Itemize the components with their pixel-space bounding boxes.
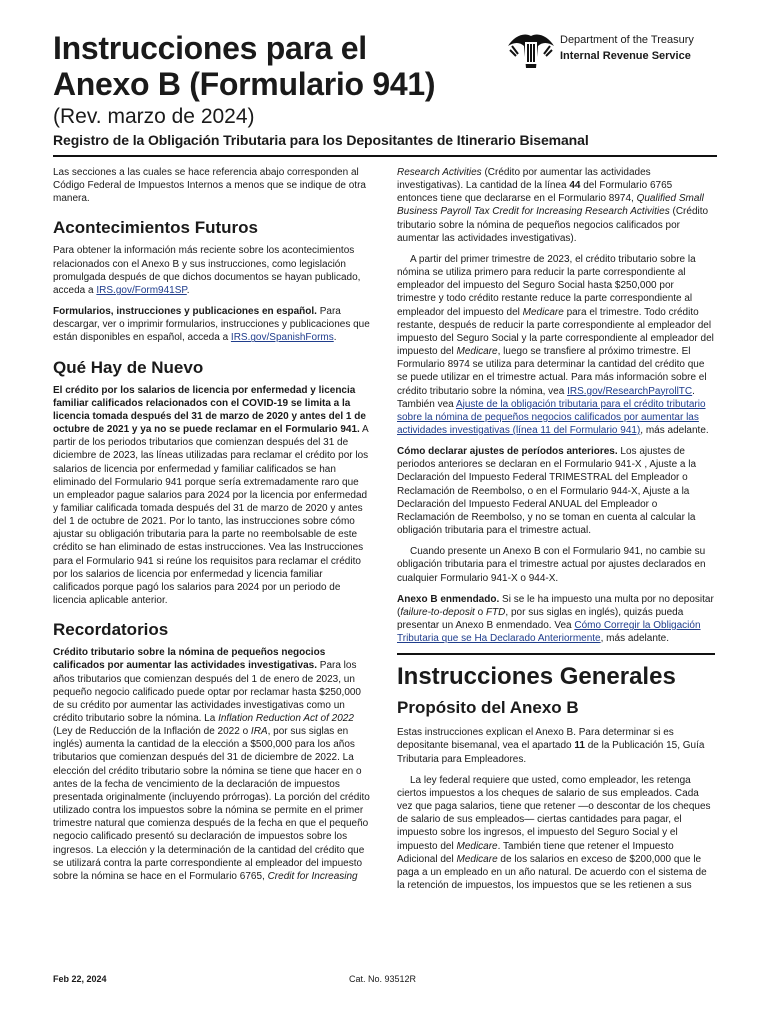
link-form941sp[interactable]: IRS.gov/Form941SP: [96, 284, 187, 296]
link-researchpayrolltc[interactable]: IRS.gov/ResearchPayrollTC: [567, 385, 693, 397]
header-rule: [53, 155, 717, 157]
footer-date: Feb 22, 2024: [53, 974, 107, 984]
heading-reminders: Recordatorios: [53, 620, 169, 640]
link-adjustment-line11[interactable]: Ajuste de la obligación tributaria para el crédito tributario sobre la nómina de pequeños negocios calificados por aumentar las actividades investigativas (línea 11 del Formulario 941): [397, 398, 706, 436]
title-line-2: Anexo B (Formulario 941): [53, 66, 436, 102]
section-rule: [397, 653, 715, 655]
footer-catalog-number: Cat. No. 93512R: [349, 974, 417, 984]
purpose-paragraph: Estas instrucciones explican el Anexo B. Para determinar si es depositante bisemanal, vea el apartado 11 de la Publicación 15, Guía Tributaria para Empleadores.: [397, 727, 705, 765]
agency-department: Department of the Treasury: [560, 34, 694, 46]
schedule-b-note-paragraph: Cuando presente un Anexo B con el Formulario 941, no cambie su obligación tributaria para el trimestre actual por ajustes declarados en cualquier Formulario 941-X o 944-X.: [397, 546, 706, 584]
link-spanishforms[interactable]: IRS.gov/SpanishForms: [230, 332, 334, 344]
agency-name: [560, 32, 694, 64]
link-correct-liability[interactable]: Cómo Corregir la Obligación Tributaria que se Ha Declarado Anteriormente: [397, 620, 701, 645]
continued-paragraph: Research Activities (Crédito por aumentar las actividades investigativas). La cantidad de la línea 44 del Formulario 6765 entonces tiene que declararse en el Formulario 8974, Qualified Small Business Payroll Tax Credit for Increasing Research Activities (Crédito tributario sobre la nómina de pequeños negocios calificados por aumentar las actividades investigativas).: [397, 167, 709, 244]
page-subtitle: Registro de la Obligación Tributaria para los Depositantes de Itinerario Bisemanal: [53, 132, 589, 148]
heading-purpose: Propósito del Anexo B: [397, 698, 579, 718]
heading-whats-new: Qué Hay de Nuevo: [53, 357, 204, 377]
prior-adjustments-paragraph: Cómo declarar ajustes de períodos anteriores. Los ajustes de periodos anteriores se declaran en el Formulario 941-X , Ajuste a la Declaración del Impuesto Federal TRIMESTRAL del Empleador o Reclamación de Reembolso, o en el Formulario 944-X, Ajuste a la Declaración del Impuesto Federal ANUAL del Empleador o Reclamación de Reembolso, y no se toman en cuenta al calcular la obligación tributaria para el trimestre actual.: [397, 446, 697, 537]
revision-date: (Rev. marzo de 2024): [53, 105, 255, 128]
amended-paragraph: Anexo B enmendado. Si se le ha impuesto una multa por no depositar (failure-to-deposit o FTD, por sus siglas en inglés), quizás pueda presentar un Anexo B enmendado. Vea Cómo Corregir la Obligación Tributaria que se Ha Declarado Anteriormente, más adelante.: [397, 593, 714, 645]
reminders-paragraph: Crédito tributario sobre la nómina de pequeños negocios calificados por aumentar las actividades investigativas. Para los años tributarios que comienzan después del 1 de enero de 2023, un pequeño negocio calificado puede optar por reclamar hasta $250,000 de su crédito por aumentar las actividades investigativas como un crédito tributario sobre la nómina. La Inflation Reduction Act of 2022 (Ley de Reducción de la Inflación de 2022 o IRA, por sus siglas en inglés) aumenta la cantidad de la elección a $500,000 para los años tributarios que comienzan después del 31 de diciembre de 2022. La elección del crédito tributario sobre la nómina se tiene que hacer en o antes de la fecha de vencimiento de la declaración de impuestos presentada originalmente (incluyendo prórrogas). La porción del crédito utilizado contra los impuestos sobre la nómina se permite en el primer trimestre natural que comienza después de la fecha en que el pequeño negocio calificado presentó su declaración de impuestos sobre los ingresos. La elección y la determinación de la cantidad del crédito que se utilizará contra la parte correspondiente al empleador del impuesto sobre la nómina se hace en el Formulario 6765, Credit for Increasing: [53, 647, 370, 882]
heading-general-instructions: Instrucciones Generales: [397, 663, 676, 691]
irs-eagle-logo: [506, 28, 556, 72]
left-column: [53, 166, 371, 891]
page-title: [53, 30, 493, 102]
intro-paragraph: Las secciones a las cuales se hace referencia abajo corresponden al Código Federal de Impuestos Internos a menos que se indique de otra manera.: [53, 167, 366, 205]
federal-law-paragraph: La ley federal requiere que usted, como empleador, les retenga ciertos impuestos a los cheques de salario de sus empleados. Cada vez que paga salarios, tiene que retener —o descontar de los cheques de salario de sus empleados— ciertas cantidades para pagar, el impuesto sobre los ingresos, el impuesto del Seguro Social y el impuesto del Medicare. También tiene que retener el Impuesto Adicional del Medicare de los salarios en exceso de $200,000 que le paga a un empleado en un año natural. De acuerdo con el sistema de la retención de impuestos, los impuestos que se les retienen a sus: [397, 774, 711, 892]
agency-irs: Internal Revenue Service: [560, 50, 691, 62]
future-paragraph: Para obtener la información más reciente sobre los acontecimientos relacionados con el Anexo B y sus instrucciones, como legislación promulgada después de que dichos documentos se hayan publicado, acceda a IRS.gov/Form941SP.: [53, 245, 361, 296]
title-line-1: Instrucciones para el: [53, 30, 367, 66]
heading-future: Acontecimientos Futuros: [53, 218, 258, 238]
payroll-credit-paragraph: A partir del primer trimestre de 2023, el crédito tributario sobre la nómina se utiliza primero para reducir la parte correspondiente al empleador del impuesto del Seguro Social hasta $250,000 por trimestre y todo crédito restante reduce la parte correspondiente al empleador del impuesto del Medicare para el trimestre. Todo crédito restante, después de reducir la parte correspondiente al empleador del impuesto del Seguro Social y la parte correspondiente al empleador del impuesto del Medicare, luego se transfiere al próximo trimestre. El Formulario 8974 se utiliza para determinar la cantidad del crédito que se puede utilizar en el trimestre actual. Para más información sobre el crédito tributario sobre la nómina, vea IRS.gov/ResearchPayrollTC. También vea Ajuste de la obligación tributaria para el crédito tributario sobre la nómina de pequeños negocios calificados por aumentar las actividades investigativas (línea 11 del Formulario 941), más adelante.: [397, 253, 714, 436]
whats-new-paragraph: El crédito por los salarios de licencia por enfermedad y licencia familiar calificados relacionados con el COVID-19 se limita a la licencia tomada después del 31 de marzo de 2020 y antes del 1 de octubre de 2021 y ya no se puede reclamar en el Formulario 941. A partir de los periodos tributarios que comienzan después del 31 de diciembre de 2023, las líneas utilizadas para reclamar el crédito por los salarios de licencia por enfermedad y familiar calificados se han eliminado del Formulario 941 porque sería extremadamente raro que un empleador pague salarios para 2024 por la licencia por enfermedad y familiar calificada tomada después del 31 de marzo de 2020 y antes del 1 de octubre de 2021. Por lo tanto, las instrucciones sobre cómo ajustar su obligación tributaria para la parte no reembolsable de este crédito se han eliminado de estas instrucciones. Vea las Instrucciones para el Formulario 941 si reúne los requisitos para reclamar el crédito por los salarios de licencia por enfermedad y licencia familiar calificados porque pagó los salarios para 2024 por un periodo de licencia aplicable anterior.: [53, 384, 369, 607]
pubs-paragraph: Formularios, instrucciones y publicaciones en español. Para descargar, ver o imprimir formularios, instrucciones y publicaciones que están disponibles en español, acceda a IRS.gov/SpanishForms.: [53, 306, 370, 344]
right-column: [397, 166, 715, 900]
